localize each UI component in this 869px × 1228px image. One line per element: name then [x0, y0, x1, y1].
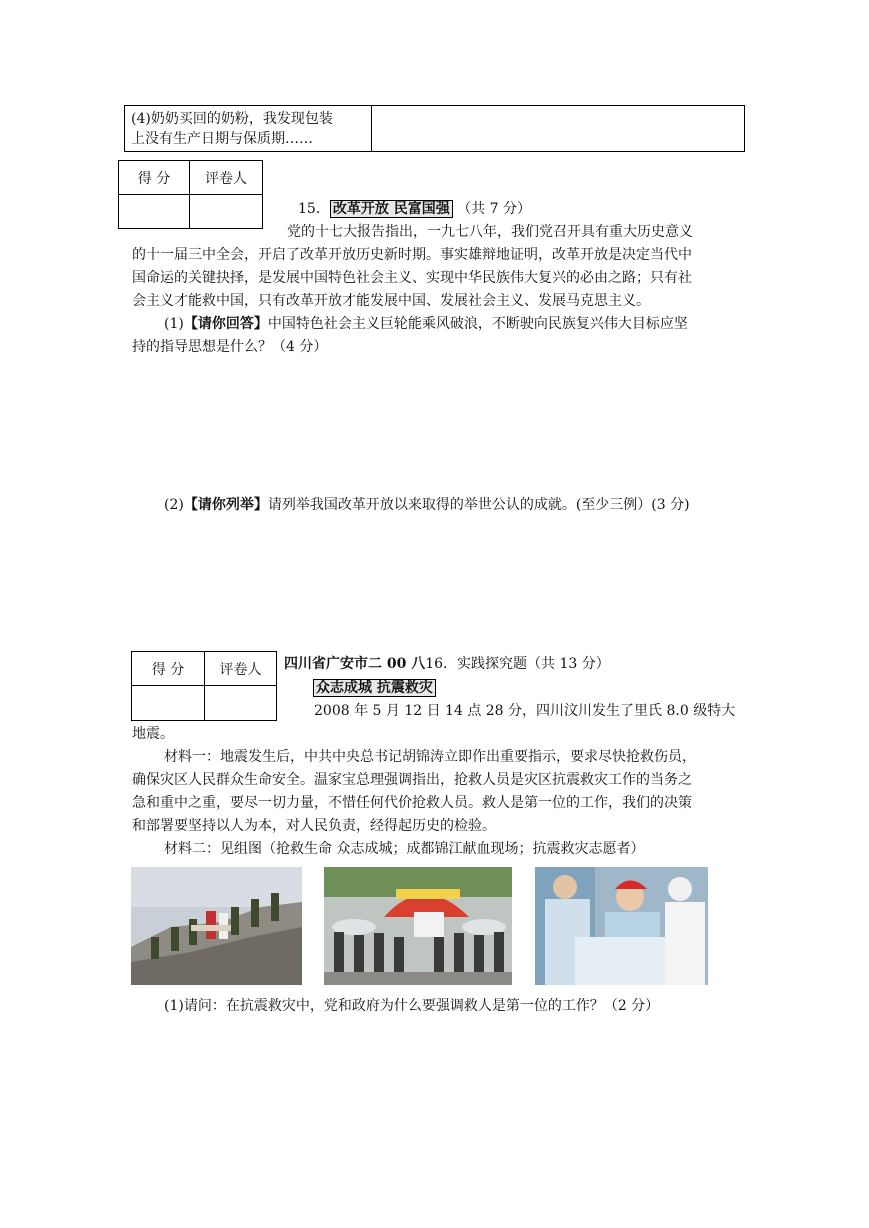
q16-intro-line1: 2008 年 5 月 12 日 14 点 28 分，四川汶川发生了里氏 8.0 级特大 — [314, 703, 736, 719]
q16-material1-line: 确保灾区人民群众生命安全。温家宝总理强调指出，抢救人员是灾区抗震救灾工作的当务之 — [132, 772, 692, 788]
score-box-q16 — [131, 651, 277, 721]
q16-title-wrap — [313, 678, 436, 698]
top-table-line1: (4)奶奶买回的奶粉，我发现包装 — [131, 110, 333, 127]
grader-label: 评卷人 — [190, 161, 263, 195]
q15-sub2-tag: 【请你列举】 — [183, 497, 268, 513]
q15-header — [298, 199, 531, 219]
q16-intro-line2: 地震。 — [132, 726, 174, 742]
q16-location: 四川省广安市二 00 八 — [284, 656, 426, 672]
score-input-cell[interactable] — [132, 686, 205, 721]
q15-sub1-tag: 【请你回答】 — [183, 316, 268, 332]
score-input-cell[interactable] — [119, 195, 190, 229]
blood-donation-photo — [324, 867, 512, 985]
volunteer-photo — [535, 867, 708, 985]
q16-material1-line: 和部署要坚持以人为本，对人民负责，经得起历史的检验。 — [132, 818, 496, 834]
grader-input-cell[interactable] — [205, 686, 277, 721]
q15-para-line: 会主义才能救中国，只有改革开放才能发展中国、发展社会主义、发展马克思主义。 — [132, 293, 650, 309]
q16-material1-line: 急和重中之重，要尽一切力量，不惜任何代价抢救人员。救人是第一位的工作，我们的决策 — [132, 795, 692, 811]
grader-label: 评卷人 — [205, 652, 277, 686]
q15-sub2-text: 请列举我国改革开放以来取得的举世公认的成就。(至少三例）(3 分) — [267, 497, 690, 513]
q15-title: 改革开放 民富国强 — [330, 200, 453, 218]
q15-para-line: 党的十七大报告指出，一九七八年，我们党召开具有重大历史意义 — [287, 224, 693, 240]
top-table-question-cell — [125, 106, 372, 152]
grader-input-cell[interactable] — [190, 195, 263, 229]
q15-sub1-prefix: (1) — [164, 316, 184, 332]
q15-sub2 — [164, 495, 690, 515]
rescue-photo — [131, 867, 302, 985]
top-answer-table — [124, 105, 745, 152]
q15-sub1-text: 中国特色社会主义巨轮能乘风破浪，不断驶向民族复兴伟大目标应坚 — [267, 316, 688, 332]
q15-sub2-prefix: (2) — [164, 497, 184, 513]
q15-para-line: 的十一届三中全会，开启了改革开放历史新时期。事实雄辩地证明，改革开放是决定当代中 — [132, 247, 692, 263]
top-table-line2: 上没有生产日期与保质期…… — [131, 130, 313, 147]
top-table-answer-cell[interactable] — [372, 106, 745, 152]
score-box-q15 — [118, 160, 263, 229]
q15-points: （共 7 分） — [457, 201, 531, 217]
q15-sub1 — [164, 314, 688, 334]
q15-para-line: 国命运的关键抉择，是发展中国特色社会主义、实现中华民族伟大复兴的必由之路；只有社 — [132, 270, 692, 286]
q16-material1-line: 材料一：地震发生后，中共中央总书记胡锦涛立即作出重要指示，要求尽快抢救伤员， — [164, 749, 696, 765]
q16-sub1: (1)请问：在抗震救灾中，党和政府为什么要强调救人是第一位的工作？（2 分） — [164, 998, 660, 1014]
q16-title: 众志成城 抗震救灾 — [313, 679, 436, 697]
score-label: 得 分 — [132, 652, 205, 686]
q16-number-title: 16．实践探究题（共 13 分） — [425, 656, 610, 672]
q15-number: 15． — [298, 201, 330, 217]
score-label: 得 分 — [119, 161, 190, 195]
q15-sub1-line2: 持的指导思想是什么？（4 分） — [132, 339, 328, 355]
q16-material2: 材料二：见组图（抢救生命 众志成城；成都锦江献血现场；抗震救灾志愿者） — [164, 841, 645, 857]
q16-header — [284, 654, 610, 674]
